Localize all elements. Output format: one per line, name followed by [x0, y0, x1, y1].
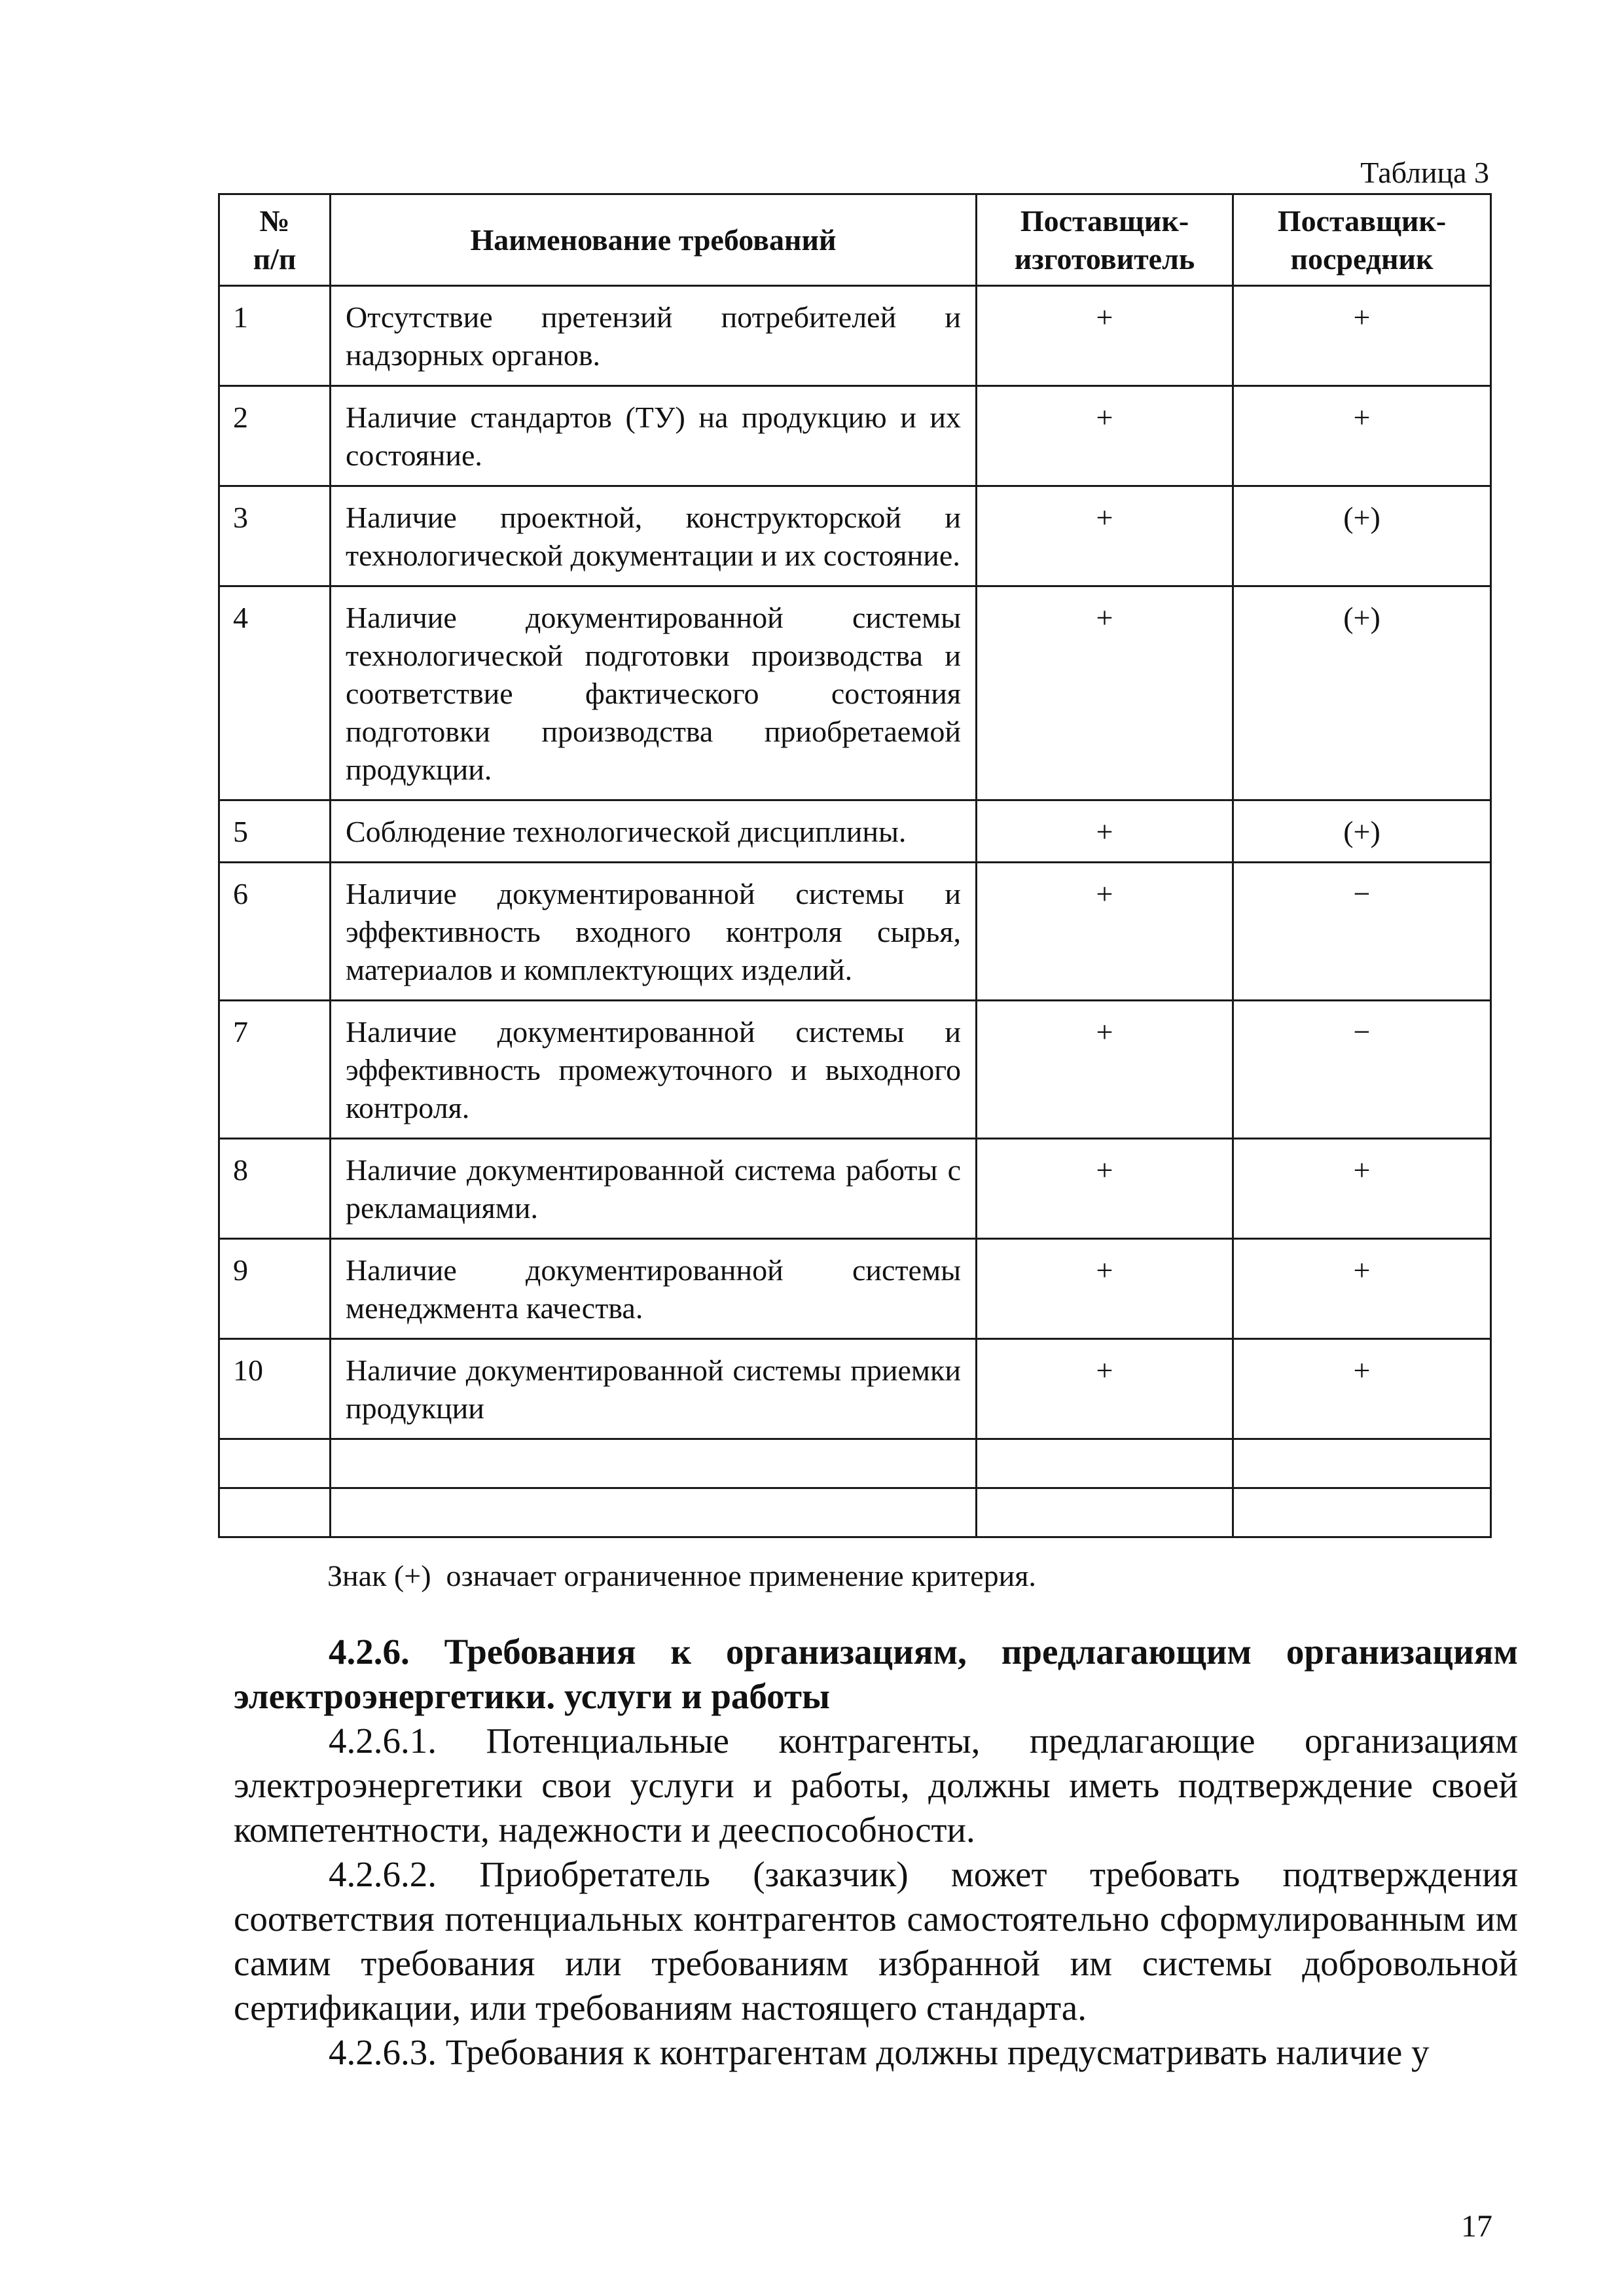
row-num: 4 — [219, 586, 331, 800]
header-num — [219, 194, 331, 286]
row-manufacturer-mark: + — [977, 1139, 1233, 1239]
row-name: Отсутствие претензий потребителей и надзорных органов. — [331, 286, 977, 386]
empty-cell — [977, 1439, 1233, 1488]
section-paragraph: 4.2.6.3. Требования к контрагентам должны предусматривать наличие у — [329, 2032, 1430, 2072]
row-intermediary-mark: + — [1233, 1239, 1491, 1339]
row-num: 3 — [219, 486, 331, 586]
row-intermediary-mark: + — [1233, 1139, 1491, 1239]
row-manufacturer-mark: + — [977, 1001, 1233, 1139]
empty-cell — [1233, 1439, 1491, 1488]
header-intermediary-line1: Поставщик- — [1277, 204, 1447, 238]
row-manufacturer-mark: + — [977, 286, 1233, 386]
row-num: 8 — [219, 1139, 331, 1239]
row-manufacturer-mark: + — [977, 800, 1233, 863]
header-num-line2: п/п — [253, 242, 297, 276]
row-name: Наличие документированной системы приемки продукции — [331, 1339, 977, 1439]
row-intermediary-mark: − — [1233, 1001, 1491, 1139]
header-intermediary-line2: посредник — [1290, 242, 1434, 276]
table-row — [219, 1001, 1491, 1139]
row-name: Наличие документированной системы и эффективность промежуточного и выходного контроля. — [331, 1001, 977, 1139]
row-intermediary-mark: + — [1233, 386, 1491, 486]
row-manufacturer-mark: + — [977, 1239, 1233, 1339]
header-manufacturer — [977, 194, 1233, 286]
row-manufacturer-mark: + — [977, 863, 1233, 1001]
row-name: Наличие документированной системы технологической подготовки производства и соответствие фактического состояния подготовки производства приобретаемой продукции. — [331, 586, 977, 800]
requirements-table — [218, 193, 1492, 1538]
header-manufacturer-line1: Поставщик- — [1020, 204, 1189, 238]
row-intermediary-mark: − — [1233, 863, 1491, 1001]
section-body — [234, 1630, 1518, 2075]
table-note: Знак (+) означает ограниченное применение критерия. — [327, 1559, 1036, 1592]
table-row — [219, 386, 1491, 486]
row-manufacturer-mark: + — [977, 1339, 1233, 1439]
page-number: 17 — [1461, 2209, 1492, 2244]
empty-cell — [219, 1439, 331, 1488]
row-name: Наличие документированной системы и эффективность входного контроля сырья, материалов и комплектующих изделий. — [331, 863, 977, 1001]
table-row — [219, 586, 1491, 800]
row-name: Соблюдение технологической дисциплины. — [331, 800, 977, 863]
empty-cell — [219, 1488, 331, 1537]
row-intermediary-mark: (+) — [1233, 486, 1491, 586]
row-num: 7 — [219, 1001, 331, 1139]
empty-cell — [1233, 1488, 1491, 1537]
row-num: 9 — [219, 1239, 331, 1339]
section-paragraph: 4.2.6.2. Приобретатель (заказчик) может требовать подтверждения соответствия потенциальных контрагентов самостоятельно сформулированным им самим требования или требованиям избранной им системы добровольной сертификации, или требованиям настоящего стандарта. — [234, 1854, 1518, 2028]
table-row — [219, 1239, 1491, 1339]
row-name: Наличие стандартов (ТУ) на продукцию и их состояние. — [331, 386, 977, 486]
row-num: 5 — [219, 800, 331, 863]
header-intermediary — [1233, 194, 1491, 286]
table-row — [219, 1339, 1491, 1439]
row-manufacturer-mark: + — [977, 586, 1233, 800]
table-row — [219, 800, 1491, 863]
row-name: Наличие документированной системы менеджмента качества. — [331, 1239, 977, 1339]
empty-cell — [977, 1488, 1233, 1537]
row-num: 2 — [219, 386, 331, 486]
header-num-line1: № — [259, 204, 290, 238]
header-name: Наименование требований — [331, 194, 977, 286]
section-heading: 4.2.6. Требования к организациям, предлагающим организациям электроэнергетики. услуги и работы — [234, 1632, 1518, 1716]
table-row — [219, 486, 1491, 586]
row-intermediary-mark: (+) — [1233, 586, 1491, 800]
row-intermediary-mark: (+) — [1233, 800, 1491, 863]
empty-cell — [331, 1488, 977, 1537]
empty-table-row — [219, 1439, 1491, 1488]
empty-cell — [331, 1439, 977, 1488]
table-row — [219, 286, 1491, 386]
row-num: 1 — [219, 286, 331, 386]
row-intermediary-mark: + — [1233, 286, 1491, 386]
row-name: Наличие документированной система работы с рекламациями. — [331, 1139, 977, 1239]
row-manufacturer-mark: + — [977, 486, 1233, 586]
row-num: 10 — [219, 1339, 331, 1439]
table-header-row — [219, 194, 1491, 286]
row-num: 6 — [219, 863, 331, 1001]
table-row — [219, 1139, 1491, 1239]
header-manufacturer-line2: изготовитель — [1014, 242, 1195, 276]
row-name: Наличие проектной, конструкторской и технологической документации и их состояние. — [331, 486, 977, 586]
section-paragraph: 4.2.6.1. Потенциальные контрагенты, предлагающие организациям электроэнергетики свои услуги и работы, должны иметь подтверждение своей компетентности, надежности и дееспособности. — [234, 1721, 1518, 1850]
table-row — [219, 863, 1491, 1001]
row-intermediary-mark: + — [1233, 1339, 1491, 1439]
table-caption: Таблица 3 — [1360, 156, 1489, 189]
empty-table-row — [219, 1488, 1491, 1537]
row-manufacturer-mark: + — [977, 386, 1233, 486]
